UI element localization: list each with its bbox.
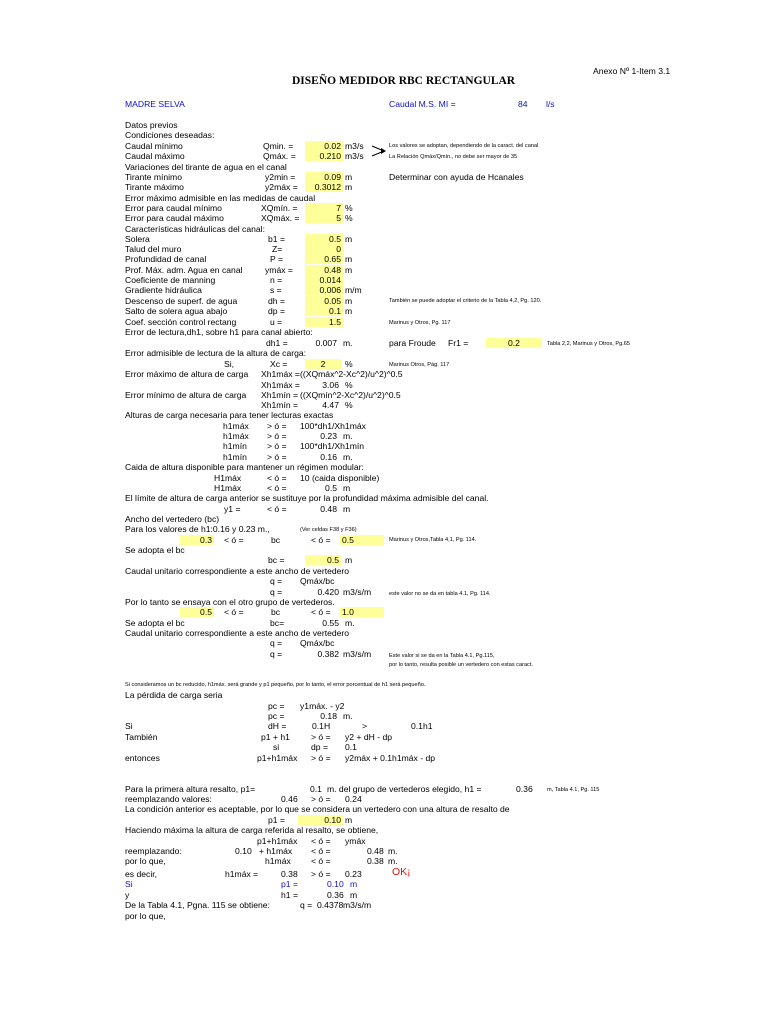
cell-r177: dp =: [311, 742, 328, 752]
document-title: DISEÑO MEDIDOR RBC RECTANGULAR: [292, 75, 516, 87]
cell-r120: 0.48: [320, 504, 337, 514]
cell-r108: m.: [343, 452, 353, 462]
cell-r019: Tirante máximo: [125, 182, 184, 192]
cell-r215: 0.23: [345, 869, 362, 879]
cell-r158: Este valor si se da en la Tabla 4.1, Pg.115,: [389, 653, 495, 659]
cell-r116: m: [343, 483, 351, 493]
cell-r109: Caida de altura disponible para mantener un régimen modular:: [125, 462, 364, 472]
cell-r181: > ó =: [311, 753, 331, 763]
cell-r145: bc: [271, 607, 281, 617]
cell-r182: y2máx + 0.1h1máx - dp: [345, 753, 436, 763]
cell-r025: XQmín. =: [261, 203, 298, 213]
cell-r228: m3/s/m: [343, 900, 372, 910]
cell-r062: 0.1: [305, 306, 343, 316]
cell-r028: Error para caudal máximo: [125, 213, 224, 223]
cell-r067: Marinus y Otros, Pg. 117: [389, 320, 451, 326]
cell-r078: Xc =: [270, 359, 288, 369]
cell-r195: m: [345, 815, 353, 825]
cell-r172: También: [125, 732, 158, 742]
cell-r054: m/m: [345, 285, 362, 295]
cell-r115: 0.5: [325, 483, 337, 493]
cell-r196: Haciendo máxima la altura de carga referida al resalto, se obtiene,: [125, 825, 379, 835]
cell-r087: %: [345, 380, 353, 390]
caudal-ms-label: Caudal M.S. MI =: [389, 99, 456, 109]
cell-r134: m: [345, 555, 353, 565]
cell-r104: 100*dh1/Xh1mín: [300, 441, 365, 451]
cell-r160: Si consideramos un bc reducido, h1máx. será grande y p1 pequeño, por lo tanto, el error porcentual de h1 será pequeño.: [125, 682, 426, 688]
cell-r095: h1máx: [223, 421, 249, 431]
cell-r051: Gradiente hidráulica: [125, 285, 202, 295]
cell-r129: 0.5: [340, 535, 384, 545]
cell-r030: 5: [305, 213, 343, 223]
cell-r213: 0.38: [281, 869, 298, 879]
cell-r220: m: [350, 879, 358, 889]
cell-r180: p1+h1máx: [257, 753, 298, 763]
cell-r111: < ó =: [267, 473, 287, 483]
cell-r009: Qmáx. =: [263, 151, 296, 161]
cell-r114: < ó =: [267, 483, 287, 493]
cell-r045: ymáx =: [265, 265, 293, 275]
annex-reference: Anexo Nº 1-Item 3.1: [593, 66, 671, 76]
cell-r024: Error para caudal mínimo: [125, 203, 222, 213]
cell-r113: H1máx: [214, 483, 242, 493]
cell-r212: h1máx =: [225, 869, 259, 879]
cell-r015: y2min =: [265, 172, 296, 182]
cell-r218: p1 =: [281, 879, 298, 889]
cell-r071: m.: [343, 338, 353, 348]
cell-r204: 0.48: [367, 846, 384, 856]
cell-r136: q =: [270, 576, 283, 586]
cell-r105: h1mín: [223, 452, 247, 462]
cell-r002: Condiciones deseadas:: [125, 130, 215, 140]
cell-r127: bc: [271, 535, 281, 545]
cell-r165: 0.18: [320, 711, 337, 721]
cell-r117: El límite de altura de carga anterior se sustituye por la profundidad máxima admisible del canal.: [125, 493, 489, 503]
cell-r140: m3/s/m: [343, 587, 372, 597]
cell-r036: m: [345, 234, 353, 244]
cell-r107: 0.16: [320, 452, 337, 462]
cell-r125: 0.3: [180, 535, 214, 545]
cell-r070: 0.007: [315, 338, 337, 348]
cell-r085: Xh1máx =: [261, 380, 300, 390]
cell-r033: Solera: [125, 234, 150, 244]
cell-r038: Z=: [272, 244, 283, 254]
cell-r079: 2: [305, 359, 341, 369]
cell-r132: bc =: [268, 555, 285, 565]
cell-r008: Caudal máximo: [125, 151, 185, 161]
cell-r066: 1.5: [305, 317, 343, 327]
cell-r211: es decir,: [125, 869, 158, 879]
cell-r169: 0.1H: [312, 721, 331, 731]
cell-r003: Caudal mínimo: [125, 141, 183, 151]
cell-r110: H1máx: [214, 473, 242, 483]
cell-r035: 0.5: [305, 234, 343, 244]
cell-r099: > ó =: [267, 431, 287, 441]
cell-r171: 0.1h1: [411, 721, 433, 731]
cell-r037: Talud del muro: [125, 244, 182, 254]
cell-r130: Marinus y Otros,Tabla 4,1, Pg. 114.: [389, 537, 477, 543]
cell-r176: si: [273, 742, 280, 752]
cell-r119: < ó =: [267, 504, 287, 514]
cell-r094: Alturas de carga necesaria para tener lecturas exactas: [125, 410, 334, 420]
cell-r166: m.: [343, 711, 353, 721]
cell-r133: 0.5: [305, 555, 341, 565]
cell-r057: 0.05: [305, 296, 343, 306]
cell-r148: Se adopta el bc: [125, 618, 185, 628]
cell-r112: 10 (caida disponible): [300, 473, 380, 483]
cell-r032: Características hidráulicas del canal:: [125, 224, 265, 234]
cell-r206: por lo que,: [125, 856, 166, 866]
cell-r170: >: [362, 721, 368, 731]
cell-r068: Error de lectura,dh1, sobre h1 para canal abierto:: [125, 327, 313, 337]
cell-r198: < ó =: [311, 836, 331, 846]
cell-r226: q =: [300, 900, 313, 910]
cell-r086: 3.06: [322, 380, 339, 390]
cell-r139: 0.420: [317, 587, 339, 597]
cell-r202: + h1máx: [259, 846, 293, 856]
cell-r163: y1máx. - y2: [300, 701, 345, 711]
cell-r043: m: [345, 254, 353, 264]
cell-r065: u =: [270, 317, 283, 327]
cell-r096: > ó =: [267, 421, 287, 431]
cell-r193: p1 =: [268, 815, 285, 825]
cell-r167: Si: [125, 721, 133, 731]
cell-r189: 0.46: [281, 794, 298, 804]
caudal-ms-unit: l/s: [546, 99, 555, 109]
cell-r048: Coeficiente de manning: [125, 275, 216, 285]
cell-r162: pc =: [268, 701, 285, 711]
site-name: MADRE SELVA: [125, 99, 185, 109]
cell-r229: por lo que,: [125, 911, 166, 921]
cell-r013: Variaciones del tirante de agua en el canal: [125, 162, 287, 172]
cell-r157: m3/s/m: [343, 649, 372, 659]
cell-r010: 0.210: [305, 151, 343, 161]
cell-r154: Qmáx/bc: [300, 638, 335, 648]
cell-r103: > ó =: [267, 441, 287, 451]
cell-r106: > ó =: [267, 452, 287, 462]
cell-r151: m.: [345, 618, 355, 628]
cell-r012: La Relación Qmáx/Qmín., no debe ser mayor de 35: [389, 154, 518, 160]
cell-r050: 0.014: [305, 275, 343, 285]
cell-r143: 0.5: [180, 607, 214, 617]
cell-r076: Error admisible de lectura de la altura de carga:: [125, 348, 307, 358]
cell-r083: Xh1máx =: [261, 369, 300, 379]
cell-r090: ((XQmín^2-Xc^2)/u^2)^0.5: [300, 390, 401, 400]
cell-r194: 0.10: [298, 815, 343, 825]
cell-r126: < ó =: [224, 535, 244, 545]
cell-r092: 4.47: [322, 400, 339, 410]
cell-r223: 0.36: [327, 890, 344, 900]
cell-r168: dH =: [268, 721, 287, 731]
cell-r022: m: [345, 182, 353, 192]
cell-r077: Si,: [224, 359, 235, 369]
cell-r217: Si: [125, 879, 133, 889]
cell-r219: 0.10: [327, 879, 344, 889]
cell-r224: m: [350, 890, 358, 900]
cell-r098: h1máx: [223, 431, 249, 441]
cell-r031: %: [345, 213, 353, 223]
cell-r150: 0.55: [322, 618, 339, 628]
cell-r141: este valor no se da en tabla 4.1, Pg. 114.: [389, 591, 491, 597]
cell-r055: Descenso de superf. de agua: [125, 296, 238, 306]
cell-r023: Error máximo admisible en las medidas de caudal: [125, 193, 316, 203]
cell-r007: Los valores se adoptan, dependiendo de la caract. del canal: [389, 143, 539, 149]
cell-r021: 0.3012: [305, 182, 343, 192]
cell-r184: 0.1: [310, 784, 322, 794]
cell-r017: m: [345, 172, 353, 182]
cell-r118: y1 =: [224, 504, 241, 514]
cell-r179: entonces: [125, 753, 160, 763]
cell-r029: XQmáx. =: [261, 213, 300, 223]
cell-r192: La condición anterior es aceptable, por lo que se considera un vertedero con una altura de resalto de: [125, 804, 510, 814]
cell-r026: 7: [305, 203, 343, 213]
cell-r178: 0.1: [345, 742, 357, 752]
cell-r040: Profundidad de canal: [125, 254, 207, 264]
cell-r042: 0.65: [305, 254, 343, 264]
cell-r075: Tabla 2,2, Marinus y Otros, Pg.65: [547, 341, 631, 347]
cell-r102: h1mín: [223, 441, 247, 451]
cell-r121: m: [343, 504, 351, 514]
cell-r059: También se puede adoptar el criterio de la Tabla 4,2, Pg. 120.: [389, 298, 542, 304]
cell-r214: > ó =: [311, 869, 331, 879]
cell-r159: por lo tanto, resulta posible un vertedero con estas caract.: [389, 662, 533, 668]
cell-r186: 0.36: [516, 784, 533, 794]
cell-r069: dh1 =: [266, 338, 288, 348]
cell-r174: > ó =: [311, 732, 331, 742]
cell-r044: Prof. Máx. adm. Agua en canal: [125, 265, 243, 275]
cell-r205: m.: [388, 846, 398, 856]
cell-r199: ymáx: [345, 836, 366, 846]
cell-r100: 0.23: [320, 431, 337, 441]
cell-r001: Datos previos: [125, 120, 178, 130]
cell-r039: 0: [305, 244, 343, 254]
cell-r072: para Froude: [389, 338, 436, 348]
cell-r222: h1 =: [281, 890, 298, 900]
cell-r187: m, Tabla 4.1, Pg. 115: [547, 787, 600, 793]
cell-r091: Xh1mín =: [261, 400, 299, 410]
cell-r131: Se adopta el bc: [125, 545, 185, 555]
cell-r147: 1.0: [340, 607, 384, 617]
cell-r225: De la Tabla 4.1, Pgna. 115 se obtiene:: [125, 900, 270, 910]
cell-r082: Error máximo de altura de carga: [125, 369, 249, 379]
cell-r153: q =: [270, 638, 283, 648]
cell-r197: p1+h1máx: [257, 836, 298, 846]
cell-r097: 100*dh1/Xh1máx: [300, 421, 366, 431]
cell-r122: Ancho del vertedero (bc): [125, 514, 220, 524]
cell-r155: q =: [270, 649, 283, 659]
cell-r209: 0.38: [367, 856, 384, 866]
cell-r210: m.: [388, 856, 398, 866]
cell-r142: Por lo tanto se ensaya con el otro grupo de vertederos.: [125, 597, 335, 607]
cell-r152: Caudal unitario correspondiente a este ancho de vertedero: [125, 628, 350, 638]
cell-r081: Marinus Otros, Pág. 117: [389, 362, 450, 368]
cell-r004: Qmin. =: [263, 141, 294, 151]
cell-r144: < ó =: [224, 607, 244, 617]
cell-r089: Xh1mín =: [261, 390, 299, 400]
cell-r060: Salto de solera agua abajo: [125, 306, 228, 316]
cell-r016: 0.09: [305, 172, 343, 182]
cell-r208: < ó =: [311, 856, 331, 866]
cell-r011: m3/s: [345, 151, 364, 161]
cell-r149: bc=: [270, 618, 285, 628]
cell-r138: q =: [270, 587, 283, 597]
cell-r183: Para la primera altura resalto, p1=: [125, 784, 256, 794]
arrow-icon: [370, 143, 390, 159]
cell-r135: Caudal unitario correspondiente a este ancho de vertedero: [125, 566, 350, 576]
cell-r185: m. del grupo de vertederos elegido, h1 =: [327, 784, 482, 794]
cell-r221: y: [125, 890, 130, 900]
cell-r063: m: [345, 306, 353, 316]
cell-r049: n =: [270, 275, 283, 285]
cell-r027: %: [345, 203, 353, 213]
cell-r093: %: [345, 400, 353, 410]
caudal-ms-value: 84: [518, 99, 528, 109]
cell-r064: Coef. sección control rectang: [125, 317, 237, 327]
cell-r080: %: [345, 359, 353, 369]
cell-r164: pc =: [268, 711, 285, 721]
cell-r201: 0.10: [235, 846, 252, 856]
cell-r061: dp =: [268, 306, 285, 316]
cell-r046: 0.48: [305, 265, 343, 275]
cell-r088: Error mínimo de altura de carga: [125, 390, 247, 400]
cell-r074: 0.2: [486, 338, 542, 348]
cell-r020: y2máx =: [265, 182, 298, 192]
cell-r227: 0.4378: [317, 900, 344, 910]
cell-r073: Fr1 =: [448, 338, 469, 348]
cell-r188: reemplazando valores:: [125, 794, 212, 804]
cell-r161: La pérdida de carga seria: [125, 690, 223, 700]
cell-r018: Determinar con ayuda de Hcanales: [389, 172, 524, 182]
cell-r005: 0.02: [305, 141, 343, 151]
cell-r047: m: [345, 265, 353, 275]
cell-r084: ((XQmáx^2-Xc^2)/u^2)^0.5: [300, 369, 403, 379]
cell-r156: 0.382: [317, 649, 339, 659]
cell-r207: h1máx: [265, 856, 291, 866]
cell-r034: b1 =: [268, 234, 285, 244]
cell-r123: Para los valores de h1:0.16 y 0.23 m.,: [125, 524, 270, 534]
cell-r058: m: [345, 296, 353, 306]
cell-r146: < ó =: [311, 607, 331, 617]
cell-r137: Qmáx/bc: [300, 576, 335, 586]
cell-r006: m3/s: [345, 141, 364, 151]
cell-r190: > ó =: [311, 794, 331, 804]
cell-r128: < ó =: [311, 535, 331, 545]
cell-r101: m.: [343, 431, 353, 441]
cell-r056: dh =: [268, 296, 285, 306]
cell-r200: reemplazando:: [125, 846, 182, 856]
cell-r203: < ó =: [311, 846, 331, 856]
cell-r041: P =: [270, 254, 283, 264]
cell-r173: p1 + h1: [261, 732, 290, 742]
cell-r124: (Ver celdas F38 y F36): [300, 527, 357, 533]
cell-r216: OK¡: [392, 866, 411, 878]
cell-r053: 0.006: [305, 285, 343, 295]
cell-r175: y2 + dH - dp: [345, 732, 393, 742]
cell-r191: 0.24: [345, 794, 362, 804]
cell-r052: s =: [270, 285, 282, 295]
cell-r014: Tirante mínimo: [125, 172, 182, 182]
